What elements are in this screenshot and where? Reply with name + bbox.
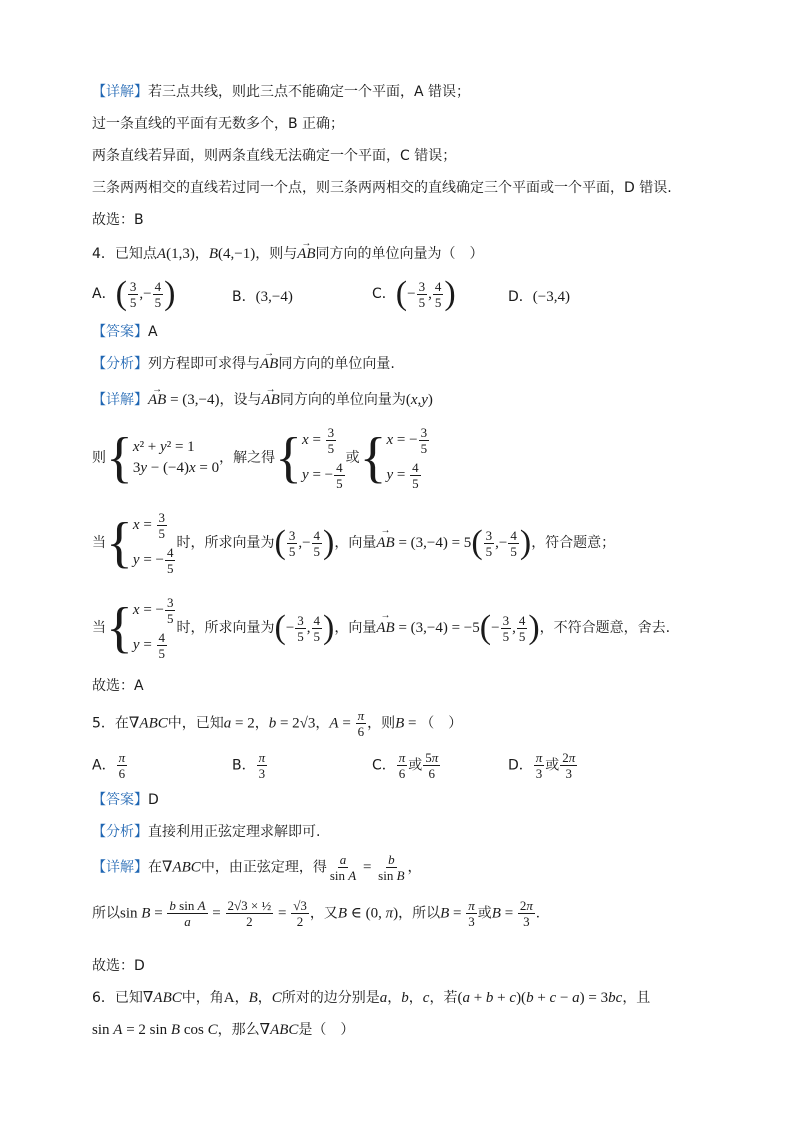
answer-tag: 【答案】 [92, 324, 148, 340]
q4-option-c[interactable]: C．(− $\frac{3}{5}$ , $\frac{4}{5}$ ) [372, 275, 456, 312]
q5-option-b[interactable]: B． $\frac{\pi}{3}$ [232, 750, 266, 781]
detail-tag: 【详解】 [92, 392, 148, 408]
q5-analysis: 【分析】直接利用正弦定理求解即可. [92, 824, 321, 840]
q4-answer: 【答案】A [92, 324, 158, 340]
analysis-tag: 【分析】 [92, 824, 148, 840]
q6-stem-line2: sin A = 2 sin B cos C，那么∇ABC是（ ） [92, 1022, 355, 1038]
q4-case-1: 当{ x = $\frac{3}{5}$ y = − $\frac{4}{5}$ 时，所求向量为( $\frac{3}{5}$ ,− $\frac{4}{5}$ )，向量→ AB = (3,−4) = 5( $\frac{3}{5}$ ,− $\frac{4}{5}$ )，符合题意； [92, 510, 615, 576]
q4-detail: 【详解】→ AB = (3,−4)，设与→ AB同方向的单位向量为(x,y) [92, 390, 433, 410]
q4-analysis: 【分析】列方程即可求得与→ AB同方向的单位向量. [92, 354, 395, 374]
q4-option-a[interactable]: A．( $\frac{3}{5}$ ,− $\frac{4}{5}$ ) [92, 275, 176, 312]
q5-option-d[interactable]: D． $\frac{\pi}{3}$ 或 $\frac{2\pi}{3}$ [508, 750, 576, 781]
q4-system: 则{ x² + y² = 1 3y − (−4)x = 0 ，解之得{ x = $\frac{3}{5}$ y = − $\frac{4}{5}$ 或{ x = − $\frac{3}{5}$ y = $\frac{4}{5}$ [92, 425, 428, 491]
q4-choose: 故选：A [92, 678, 144, 694]
q4-option-d[interactable]: D．(−3,4) [508, 289, 570, 305]
q6-stem-line1: 6．已知∇ABC中，角A，B，C所对的边分别是a，b，c，若(a + b + c)(b + c − a) = 3bc，且 [92, 990, 651, 1006]
q3-choose: 故选：B [92, 212, 144, 228]
detail-tag: 【详解】 [92, 859, 148, 876]
q3-detail-line1: 【详解】若三点共线，则此三点不能确定一个平面，A 错误； [92, 84, 471, 100]
q5-choose: 故选：D [92, 958, 145, 974]
q4-stem: 4．已知点A(1,3)，B(4,−1)，则与→ AB同方向的单位向量为（ ） [92, 244, 484, 264]
detail-tag: 【详解】 [92, 84, 148, 100]
q3-detail-line4: 三条两两相交的直线若过同一个点，则三条两两相交的直线确定三个平面或一个平面，D 错误. [92, 180, 672, 196]
q4-case-2: 当{ x = − $\frac{3}{5}$ y = $\frac{4}{5}$ 时，所求向量为(− $\frac{3}{5}$ , $\frac{4}{5}$ )，向量→ AB = (3,−4) = −5(− $\frac{3}{5}$ , $\frac{4}{5}$ )，不符合题意，舍去. [92, 595, 670, 661]
q5-calc: 所以sin B = $\frac{\text{b sin A}}{a}$ = $\frac{\text{2√3 × ½}}{2}$ = $\frac{√3}{2}$ ，又B ∈ (0, π)，所以B = $\frac{\pi}{3}$ 或B = $\frac{2\pi}{3}$ . [92, 898, 540, 929]
q3-detail-line2: 过一条直线的平面有无数多个，B 正确； [92, 116, 345, 132]
q5-answer: 【答案】D [92, 792, 159, 808]
analysis-tag: 【分析】 [92, 356, 148, 372]
q5-option-a[interactable]: A． $\frac{\pi}{6}$ [92, 750, 126, 781]
q3-detail-line3: 两条直线若异面，则两条直线无法确定一个平面，C 错误； [92, 148, 457, 164]
answer-tag: 【答案】 [92, 792, 148, 808]
q4-option-b[interactable]: B．(3,−4) [232, 289, 293, 305]
q5-option-c[interactable]: C． $\frac{\pi}{6}$ 或 $\frac{5\pi}{6}$ [372, 750, 439, 781]
q5-detail: 【详解】在∇ABC中，由正弦定理，得 $\frac{a}{\text{sin A}}$ = $\frac{b}{\text{sin B}}$ ， [92, 852, 422, 883]
q5-stem: 5．在∇ABC中，已知a = 2，b = 2√3，A = $\frac{\pi}{6}$ ，则B = （ ） [92, 708, 463, 739]
